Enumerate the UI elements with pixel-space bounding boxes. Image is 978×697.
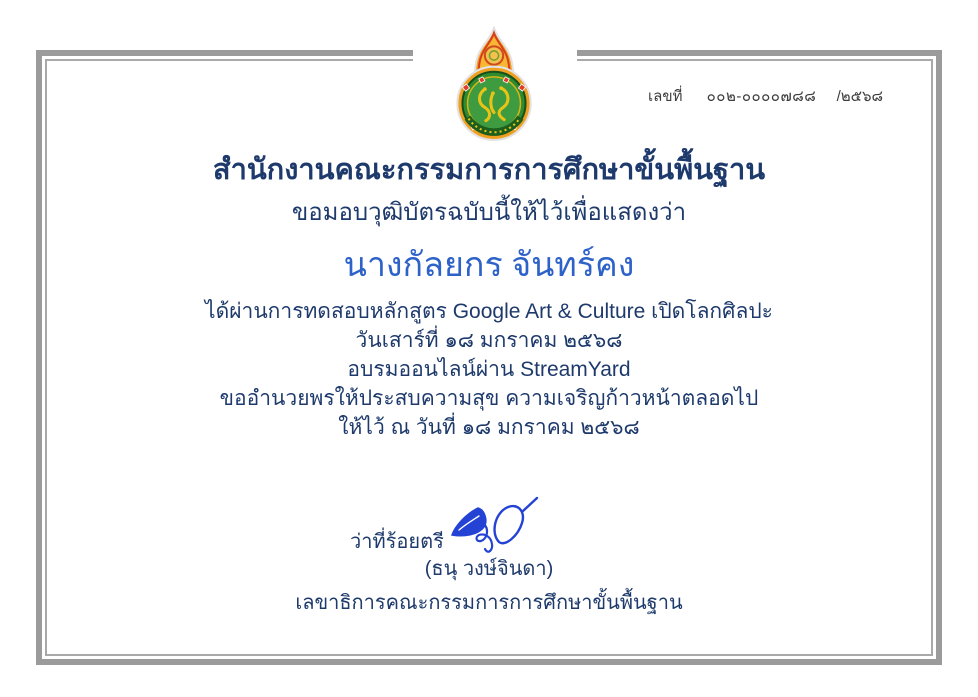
blessing-line: ขออำนวยพรให้ประสบความสุข ความเจริญก้าวหน้าตลอดไป xyxy=(219,387,759,410)
signer-name: (ธนุ วงษ์จินดา) xyxy=(424,558,554,580)
event-date-line: วันเสาร์ที่ ๑๘ มกราคม ๒๕๖๘ xyxy=(355,329,623,352)
course-line: ได้ผ่านการทดสอบหลักสูตร Google Art & Culture เปิดโลกศิลปะ xyxy=(205,300,773,323)
platform-line: อบรมออนไลน์ผ่าน StreamYard xyxy=(347,358,631,381)
recipient-name: นางกัลยกร จันทร์คง xyxy=(343,247,635,284)
certificate-number-label: เลขที่ xyxy=(648,88,683,105)
org-title: สำนักงานคณะกรรมการการศึกษาขั้นพื้นฐาน xyxy=(212,154,766,186)
presents-line: ขอมอบวุฒิบัตรฉบับนี้ให้ไว้เพื่อแสดงว่า xyxy=(291,199,687,226)
issued-date-line: ให้ไว้ ณ วันที่ ๑๘ มกราคม ๒๕๖๘ xyxy=(338,416,640,439)
obec-emblem-icon xyxy=(448,26,540,142)
certificate-number-year: /๒๕๖๘ xyxy=(836,88,884,105)
signer-rank: ว่าที่ร้อยตรี xyxy=(350,531,444,553)
certificate-number xyxy=(648,84,883,108)
certificate-number-value: ๐๐๒-๐๐๐๐๗๘๘ xyxy=(706,88,817,105)
signer-position: เลขาธิการคณะกรรมการการศึกษาขั้นพื้นฐาน xyxy=(295,592,683,614)
